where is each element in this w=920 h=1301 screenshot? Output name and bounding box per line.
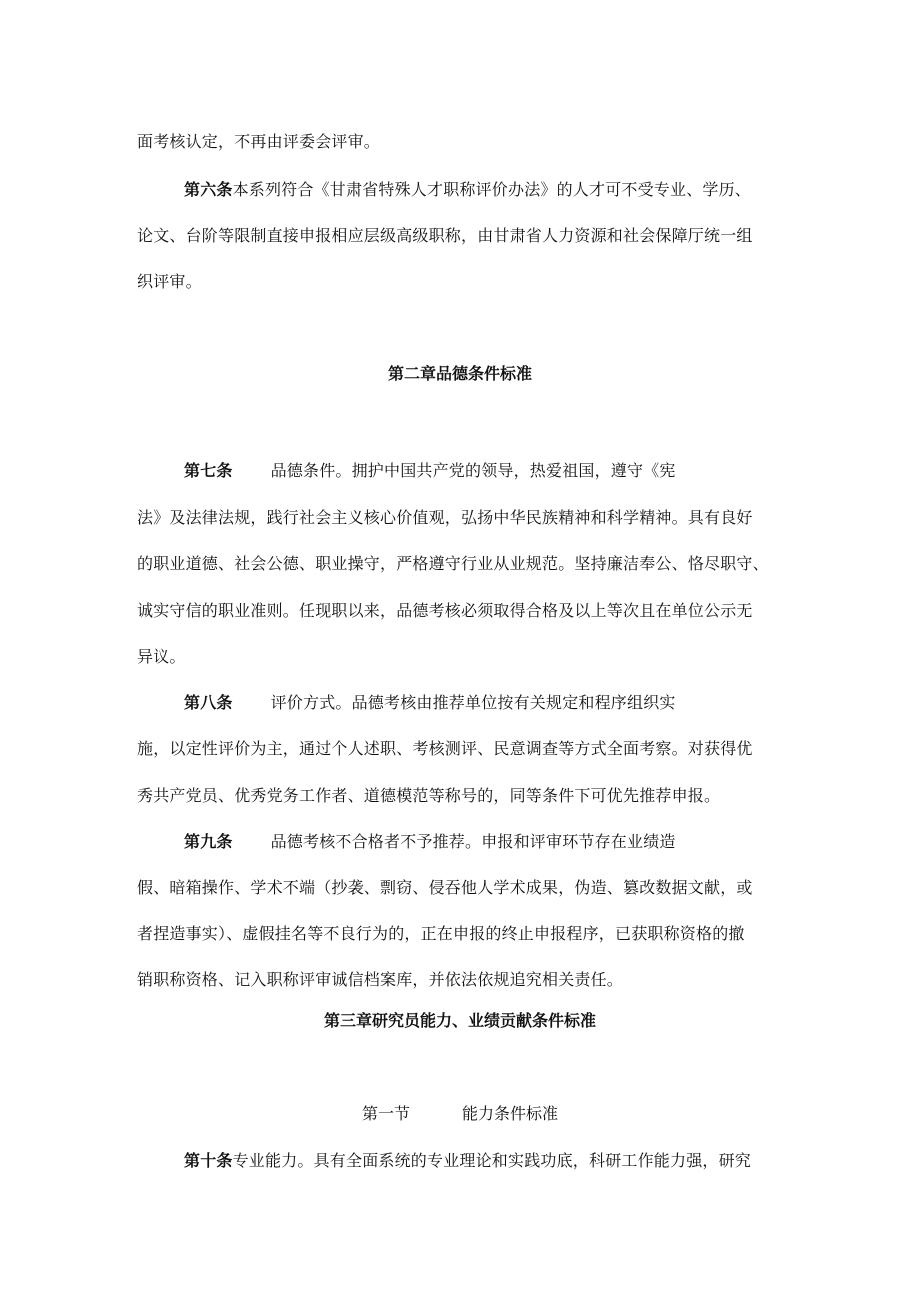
article-10-line-1: 第十条专业能力。具有全面系统的专业理论和实践功底，科研工作能力强，研究 (184, 1151, 752, 1170)
article-8-label: 第八条 (184, 693, 233, 712)
paragraph-continuation: 面考核认定，不再由评委会评审。 (137, 132, 381, 151)
section-1-number: 第一节 (361, 1104, 410, 1123)
article-9-line-1: 第九条 品德考核不合格者不予推荐。申报和评审环节存在业绩造 (184, 832, 676, 851)
article-9-line-2: 假、暗箱操作、学术不端（抄袭、剽窃、侵吞他人学术成果，伪造、篡改数据文献，或 (137, 878, 753, 897)
chapter-3-heading: 第三章研究员能力、业绩贡献条件标准 (323, 1011, 596, 1030)
article-8-line-3: 秀共产党员、优秀党务工作者、道德模范等称号的，同等条件下可优先推荐申报。 (137, 786, 721, 805)
article-7-line-3: 的职业道德、社会公德、职业操守，严格遵守行业从业规范。坚持廉洁奉公、恪尽职守、 (137, 554, 769, 573)
article-6-line-2: 论文、台阶等限制直接申报相应层级高级职称，由甘肃省人力资源和社会保障厅统一组 (137, 226, 753, 245)
chapter-2-heading: 第二章品德条件标准 (387, 364, 532, 383)
article-6-line-3: 织评审。 (137, 272, 202, 291)
article-9-line-3: 者捏造事实）、虚假挂名等不良行为的，正在申报的终止申报程序，已获职称资格的撤 (137, 924, 745, 943)
article-6-label: 第六条 (184, 180, 233, 199)
article-9-line-4: 销职称资格、记入职称评审诚信档案库，并依法依规追究相关责任。 (137, 970, 624, 989)
section-1-heading (0, 1104, 920, 1124)
article-7-line-1: 第七条 品德条件。拥护中国共产党的领导，热爱祖国，遵守《宪 (184, 461, 676, 480)
article-7-label: 第七条 (184, 461, 233, 480)
article-8-line-2: 施，以定性评价为主，通过个人述职、考核测评、民意调查等方式全面考察。对获得优 (137, 739, 753, 758)
article-7-line-4: 诚实守信的职业准则。任现职以来，品德考核必须取得合格及以上等次且在单位公示无 (137, 601, 753, 620)
article-6-line-1: 第六条本系列符合《甘肃省特殊人才职称评价办法》的人才可不受专业、学历、 (184, 180, 752, 199)
article-7-line-2: 法》及法律法规，践行社会主义核心价值观，弘扬中华民族精神和科学精神。具有良好 (137, 508, 753, 527)
article-9-label: 第九条 (184, 832, 233, 851)
section-1-title: 能力条件标准 (462, 1104, 559, 1123)
article-7-line-5: 异议。 (137, 647, 186, 666)
article-10-label: 第十条 (184, 1151, 233, 1170)
article-8-line-1: 第八条 评价方式。品德考核由推荐单位按有关规定和程序组织实 (184, 693, 676, 712)
